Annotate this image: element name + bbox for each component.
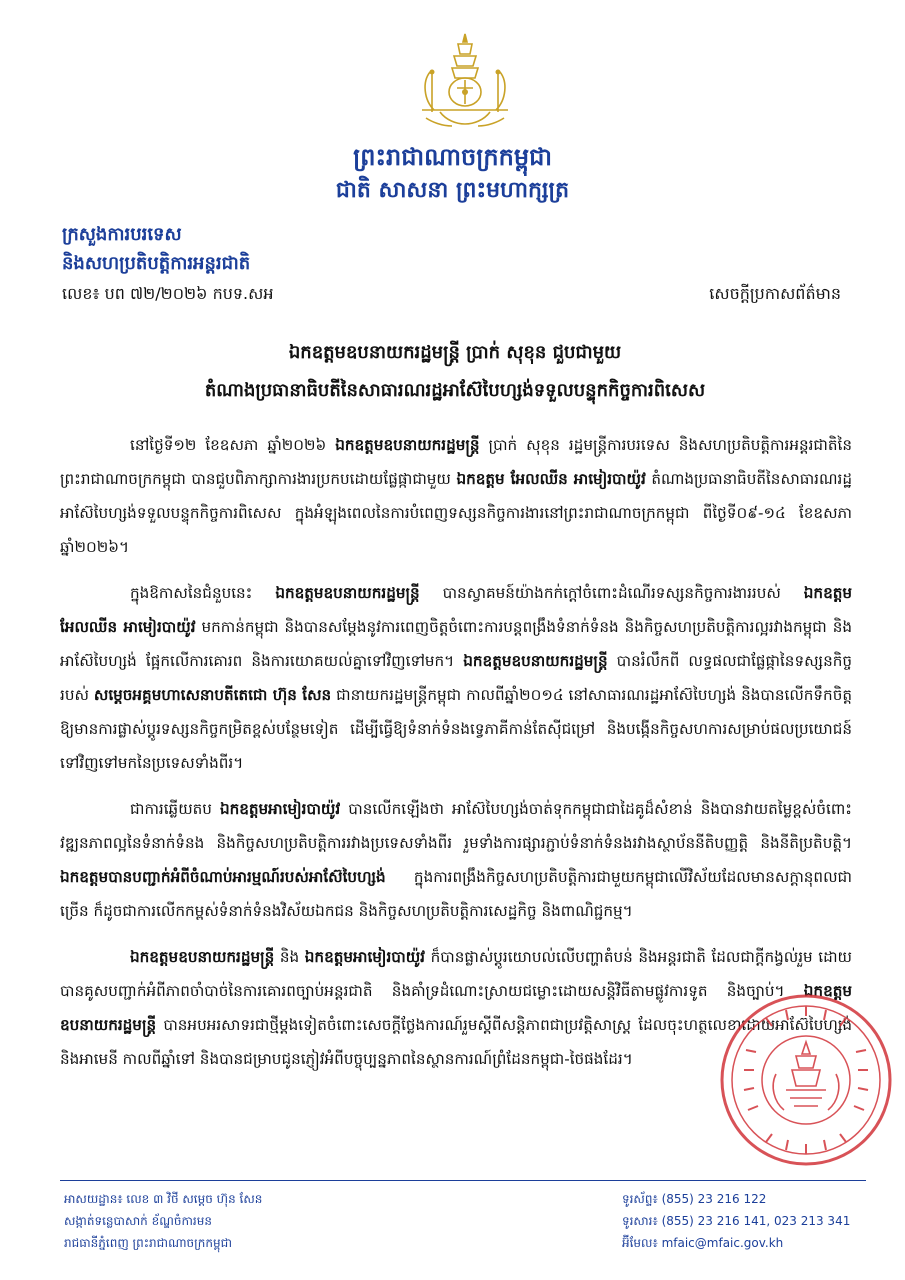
p2-text: បានស្វាគមន៍យ៉ាងកក់ក្តៅចំពោះដំណើរទស្សនកិច្ចការងាររបស់ xyxy=(419,584,804,602)
p3-bold: ឯកឧត្តមបានបញ្ជាក់អំពីចំណាប់អារម្មណ៍របស់អាស៊ែបៃហ្សង់ xyxy=(60,868,386,886)
footer-contacts xyxy=(622,1188,850,1254)
p3-text: ក្នុងការពង្រឹងកិច្ចសហប្រតិបត្តិការជាមួយកម្ពុជាលើវិស័យដែលមានសក្តានុពលជាច្រើន ក៏ដូចជាការលើកកម្ពស់ទំនាក់ទំនងវិស័យឯកជន និងកិច្ចសហប្រតិបត្តិការសេដ្ឋកិច្ច និងពាណិជ្ជកម្ម។ xyxy=(60,868,852,920)
p2-text: បានរំលឹកពី លទ្ធផលជាផ្លែផ្កានៃទស្សនកិច្ចរបស់ xyxy=(60,652,852,704)
kingdom-title: ព្រះរាជាណាចក្រកម្ពុជា xyxy=(353,143,552,171)
footer-divider xyxy=(60,1180,866,1181)
email-label: អ៊ីមែល៖ xyxy=(622,1236,658,1250)
phone-number: (855) 23 216 122 xyxy=(661,1192,767,1206)
fax-row xyxy=(622,1210,850,1232)
p2-bold: ឯកឧត្តមឧបនាយករដ្ឋមន្ត្រី xyxy=(275,584,420,602)
p2-text: ជានាយករដ្ឋមន្ត្រីកម្ពុជា កាលពីឆ្នាំ២០១៤ នៅសាធារណរដ្ឋអាស៊ែបៃហ្សង់ និងបានលើកទឹកចិត្តឱ្យមានការផ្លាស់ប្តូរទស្សនកិច្ចកម្រិតខ្ពស់បន្ថែមទៀត ដើម្បីធ្វើឱ្យទំនាក់ទំនងទ្វេភាគីកាន់តែស៊ីជម្រៅ និងបង្កើនកិច្ចសហការសម្រាប់ផលប្រយោជន៍ ទៅវិញទៅមកនៃប្រទេសទាំងពីរ។ xyxy=(60,686,852,772)
p3-bold: ឯកឧត្តមអាមៀរបាយ៉ូវ xyxy=(219,800,341,818)
document-type-label: សេចក្តីប្រកាសព័ត៌មាន xyxy=(709,284,841,303)
address-line-2: សង្កាត់ទន្លេបាសាក់ ខ័ណ្ឌចំការមន xyxy=(64,1214,212,1228)
p3-text: ជាការឆ្លើយតប xyxy=(130,800,220,818)
reference-number: លេខ៖ បព ៧២/២០២៦ កបទ.សអ xyxy=(62,284,274,303)
p3-text: បានលើកឡើងថា អាស៊ែបៃហ្សង់ចាត់ទុកកម្ពុជាជាដៃគូដ៏សំខាន់ និងបានវាយតម្លៃខ្ពស់ចំពោះវឌ្ឍនភាពល្អនៃទំនាក់ទំនង និងកិច្ចសហប្រតិបត្តិការរវាងប្រទេសទាំងពីរ រួមទាំងការផ្សារភ្ជាប់ទំនាក់ទំនងរវាងស្ថាប័ននីតិបញ្ញត្តិ និងនីតិប្រតិបត្តិ។ xyxy=(60,800,852,852)
p2-bold: សម្តេចអគ្គមហាសេនាបតីតេជោ ហ៊ុន សែន xyxy=(93,686,332,704)
ministry-name-line1: ក្រសួងការបរទេស xyxy=(62,224,182,245)
headline-line2: តំណាងប្រធានាធិបតីនៃសាធារណរដ្ឋអាស៊ែបៃហ្សង់ទទួលបន្ទុកកិច្ចការពិសេស xyxy=(204,380,706,401)
email-address[interactable]: mfaic@mfaic.gov.kh xyxy=(661,1236,784,1250)
p4-text: និង xyxy=(274,948,305,966)
fax-number: (855) 23 216 141, 023 213 341 xyxy=(661,1214,851,1228)
p4-text: ក៏បានផ្លាស់ប្តូរយោបល់លើបញ្ហាតំបន់ និងអន្តរជាតិ ដែលជាក្តីកង្វល់រួម ដោយបានគូសបញ្ជាក់អំពីភាពចាំបាច់នៃការគោរពច្បាប់អន្តរជាតិ និងគាំទ្រដំណោះស្រាយជម្លោះដោយសន្តិវិធីតាមផ្លូវការទូត និងច្បាប់។ xyxy=(60,948,852,1000)
paragraph-2 xyxy=(60,576,852,780)
royal-arms-emblem-icon xyxy=(412,30,518,130)
official-seal-icon xyxy=(716,990,896,1170)
p1-bold: ឯកឧត្តម អែលឈីន អាមៀរបាយ៉ូវ xyxy=(456,470,646,488)
fax-label: ទូរសារ៖ xyxy=(622,1214,658,1228)
p2-bold: ឯកឧត្តមឧបនាយករដ្ឋមន្ត្រី xyxy=(463,652,608,670)
address-line-1: អាសយដ្ឋាន៖ លេខ ៣ វិថី សម្តេច ហ៊ុន សែន xyxy=(64,1192,263,1206)
address-line-3: រាជធានីភ្នំពេញ ព្រះរាជាណាចក្រកម្ពុជា xyxy=(64,1236,232,1250)
p4-bold: ឯកឧត្តមឧបនាយករដ្ឋមន្ត្រី xyxy=(60,982,852,1034)
p1-bold: ឯកឧត្តមឧបនាយករដ្ឋមន្ត្រី xyxy=(335,436,480,454)
phone-label: ទូរស័ព្ទ៖ xyxy=(622,1192,658,1206)
phone-row xyxy=(622,1188,850,1210)
p4-bold: ឯកឧត្តមអាមៀរបាយ៉ូវ xyxy=(304,948,426,966)
paragraph-1 xyxy=(60,428,852,564)
paragraph-3 xyxy=(60,792,852,928)
p4-text: បានអបអរសាទរជាថ្មីម្តងទៀតចំពោះសេចក្តីថ្លែងការណ៍រួមស្តីពីសន្តិភាពជាប្រវត្តិសាស្ត្រ ដែលចុះហត្ថលេខាដោយអាស៊ែបៃហ្សង់ និងអាមេនី កាលពីឆ្នាំទៅ និងបានជម្រាបជូនភ្ញៀវអំពីបច្ចុប្បន្នភាពនៃស្ថានការណ៍ព្រំដែនកម្ពុជា-ថៃផងដែរ។ xyxy=(60,1016,852,1068)
ministry-name-line2: និងសហប្រតិបត្តិការអន្តរជាតិ xyxy=(62,253,251,274)
p2-bold: ឯកឧត្តម អែលឈីន អាមៀរបាយ៉ូវ xyxy=(60,584,852,636)
headline-line1: ឯកឧត្តមឧបនាយករដ្ឋមន្ត្រី ប្រាក់ សុខុន ជួបជាមួយ xyxy=(288,342,622,363)
p1-text: នៅថ្ងៃទី១២ ខែឧសភា ឆ្នាំ២០២៦ xyxy=(130,436,336,454)
national-motto: ជាតិ សាសនា ព្រះមហាក្សត្រ xyxy=(335,178,570,203)
p4-bold: ឯកឧត្តមឧបនាយករដ្ឋមន្ត្រី xyxy=(130,948,275,966)
email-row xyxy=(622,1232,850,1254)
p2-text: ក្នុងឱកាសនៃជំនួបនេះ xyxy=(130,584,276,602)
footer-address xyxy=(64,1188,262,1254)
p2-text: មកកាន់កម្ពុជា និងបានសម្តែងនូវការពេញចិត្តចំពោះការបន្តពង្រឹងទំនាក់ទំនង និងកិច្ចសហប្រតិបត្តិការល្អរវាងកម្ពុជា និងអាស៊ែបៃហ្សង់ ផ្អែកលើការគោរព និងការយោគយល់គ្នាទៅវិញទៅមក។ xyxy=(60,618,852,670)
p1-text: ប្រាក់ សុខុន រដ្ឋមន្ត្រីការបរទេស និងសហប្រតិបត្តិការអន្តរជាតិនៃព្រះរាជាណាចក្រកម្ពុជា បានជួបពិភាក្សាការងារប្រកបដោយផ្លែផ្កាជាមួយ xyxy=(60,436,852,488)
p1-text: តំណាងប្រធានាធិបតីនៃសាធារណរដ្ឋអាស៊ែបៃហ្សង់ទទួលបន្ទុកកិច្ចការពិសេស ក្នុងអំឡុងពេលនៃការបំពេញទស្សនកិច្ចការងារនៅព្រះរាជាណាចក្រកម្ពុជា ពីថ្ងៃទី០៩-១៤ ខែឧសភា ឆ្នាំ២០២៦។ xyxy=(60,470,852,556)
